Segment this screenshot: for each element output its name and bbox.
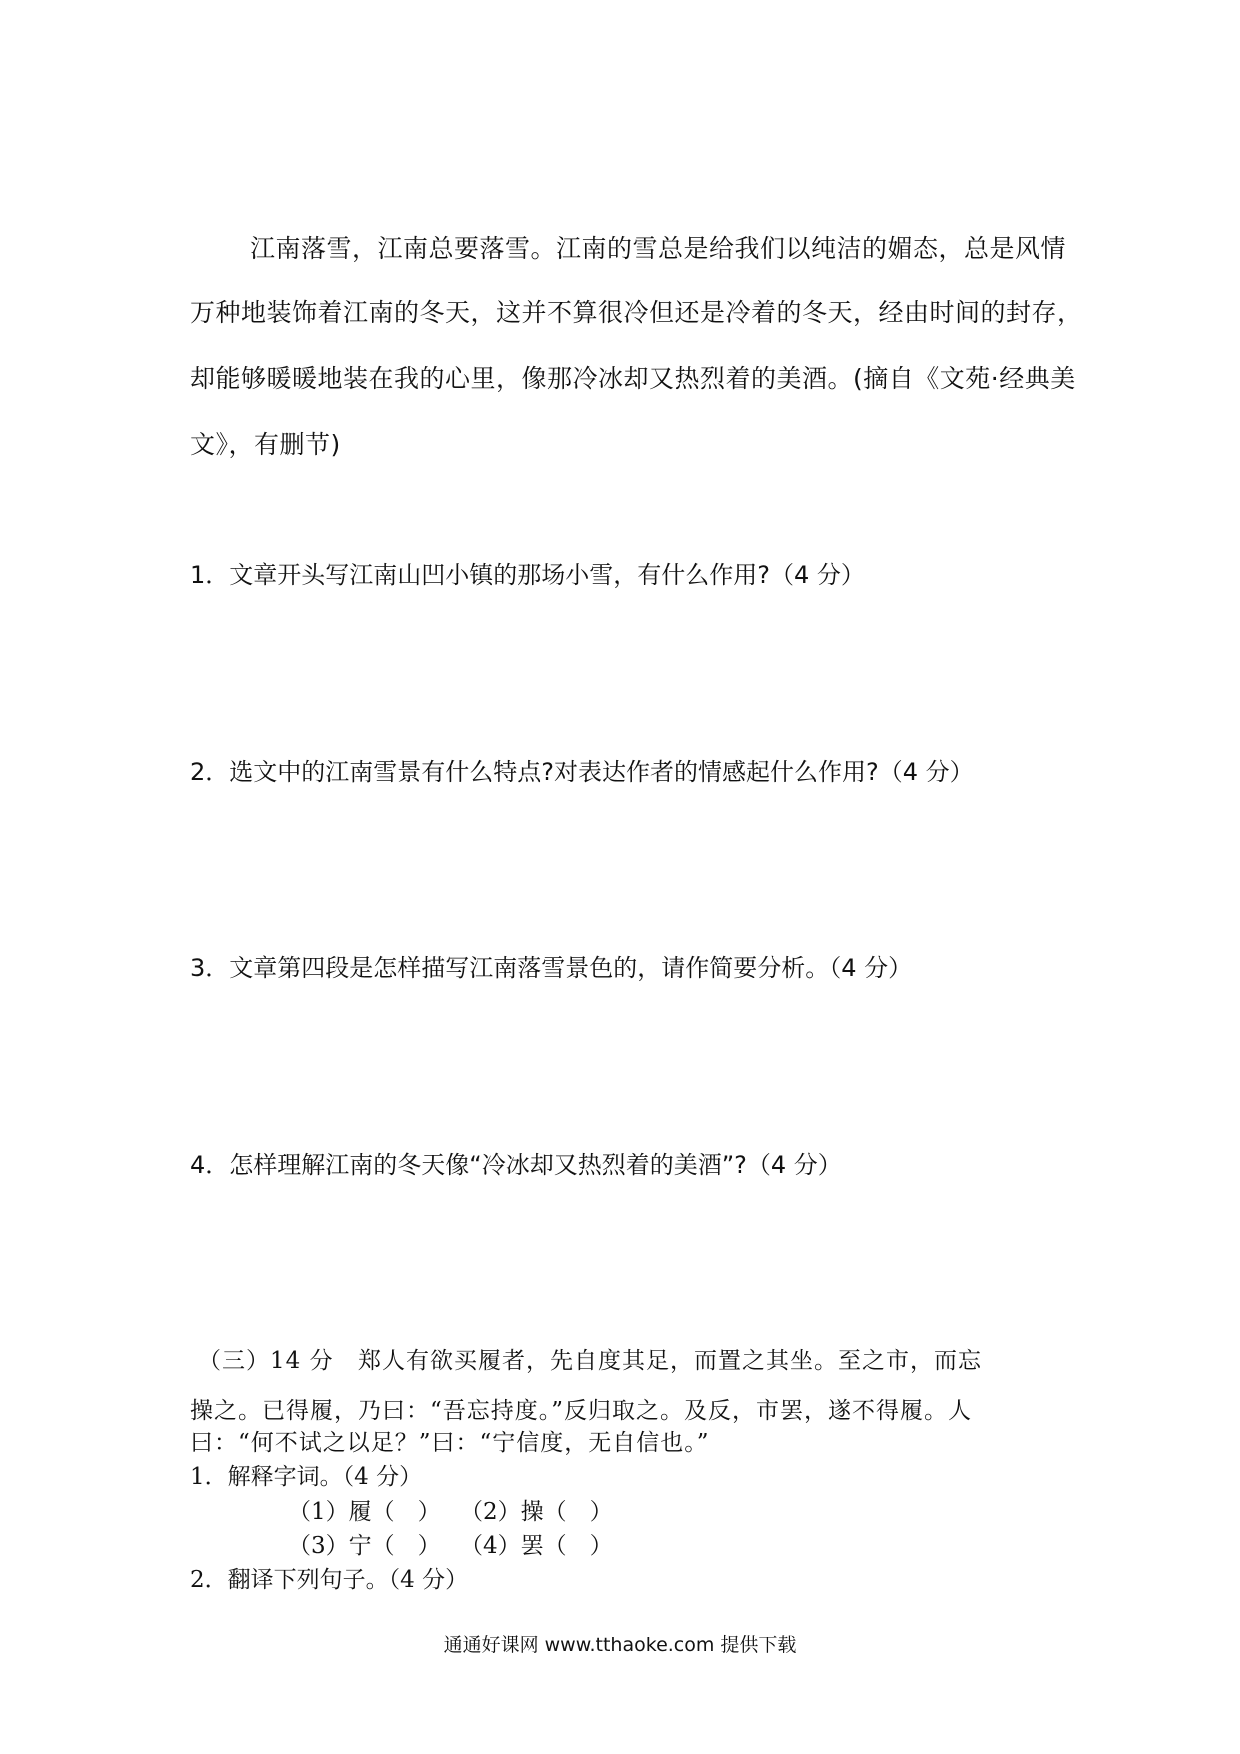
footer-source: 通通好课网 www.tthaoke.com 提供下载	[443, 1634, 797, 1656]
vocab-item-4: （4）罢（ ）	[460, 1533, 613, 1559]
section3-question-1: 1．解释字词。（4 分）	[190, 1464, 423, 1490]
passage-line-1: 江南落雪，江南总要落雪。江南的雪总是给我们以纯洁的媚态，总是风情	[250, 234, 1067, 263]
section3-line-2: 操之。已得履，乃曰：“吾忘持度。”反归取之。及反，市罢，遂不得履。人	[190, 1398, 973, 1424]
section3-question-2: 2．翻译下列句子。（4 分）	[190, 1567, 469, 1593]
section3-line-1: 郑人有欲买履者，先自度其足，而置之其坐。至之市，而忘	[358, 1348, 982, 1374]
vocab-item-3: （3）宁（ ）	[288, 1533, 441, 1559]
question-3: 3．文章第四段是怎样描写江南落雪景色的，请作简要分析。（4 分）	[190, 954, 913, 982]
passage-line-4: 文》，有删节)	[190, 430, 341, 459]
question-2: 2．选文中的江南雪景有什么特点?对表达作者的情感起什么作用?（4 分）	[190, 758, 974, 786]
passage-line-3: 却能够暖暖地装在我的心里，像那冷冰却又热烈着的美酒。(摘自《文苑·经典美	[190, 364, 1076, 393]
section3-header: （三）14 分	[198, 1348, 334, 1374]
vocab-item-2: （2）操（ ）	[460, 1499, 613, 1525]
section3-line-3: 曰：“何不试之以足？”曰：“宁信度，无自信也。”	[190, 1430, 710, 1456]
vocab-item-1: （1）履（ ）	[288, 1499, 441, 1525]
question-1: 1．文章开头写江南山凹小镇的那场小雪，有什么作用?（4 分）	[190, 561, 865, 589]
question-4: 4．怎样理解江南的冬天像“冷冰却又热烈着的美酒”?（4 分）	[190, 1151, 842, 1179]
passage-line-2: 万种地装饰着江南的冬天，这并不算很冷但还是冷着的冬天，经由时间的封存，	[190, 298, 1083, 327]
